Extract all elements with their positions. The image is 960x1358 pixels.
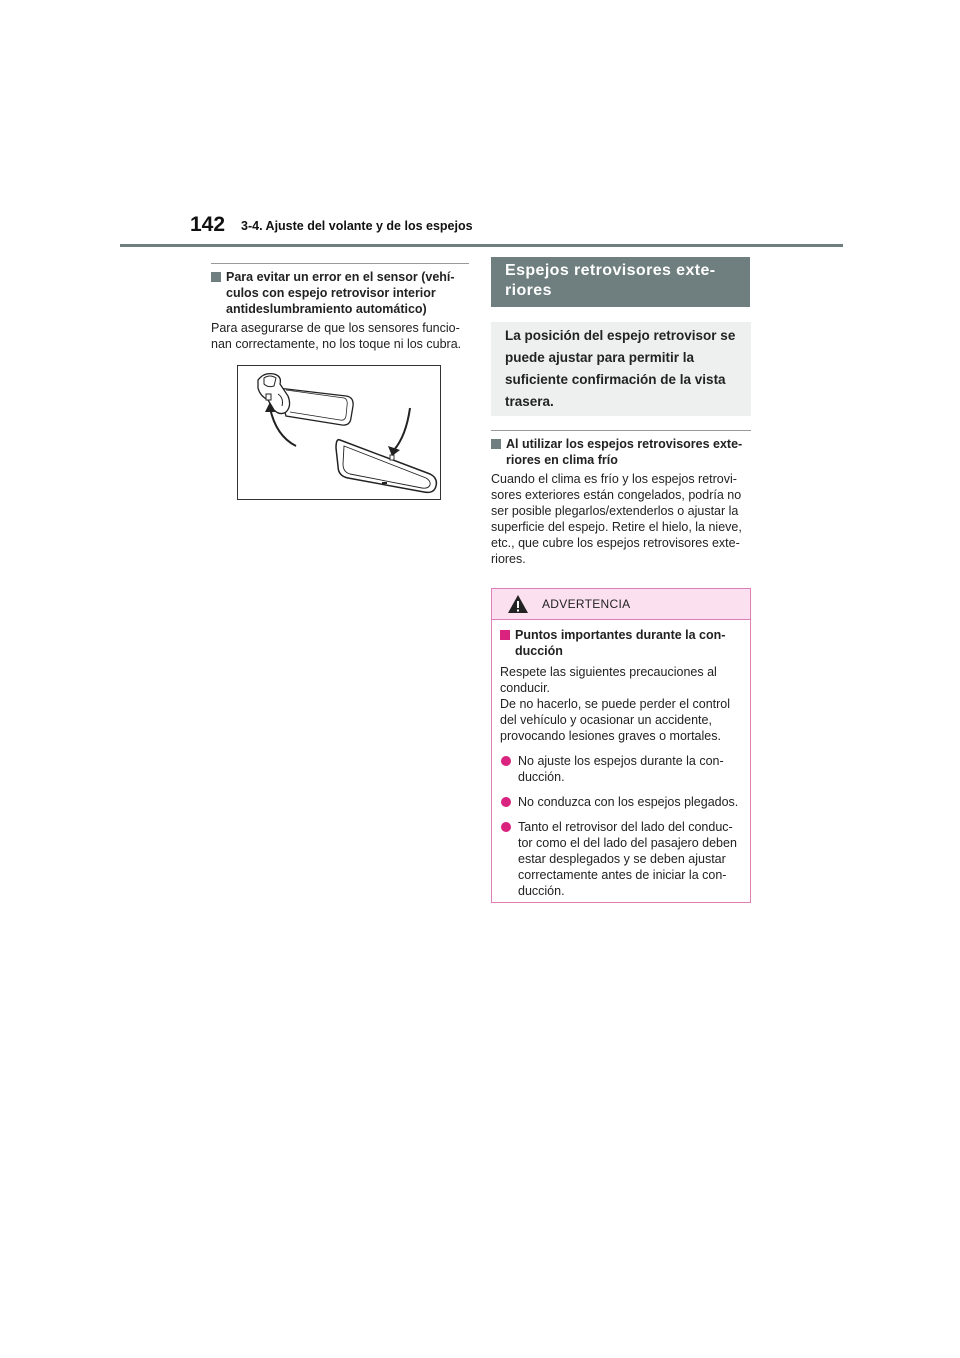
- warning-heading-text: Puntos importantes durante la con- ducción: [515, 628, 726, 658]
- warning-header: [492, 589, 750, 620]
- mirror-sensor-illustration: [237, 365, 441, 500]
- list-item-text: No conduzca con los espejos plegados.: [518, 795, 739, 809]
- cold-weather-heading: [491, 436, 751, 468]
- intro-box: La posición del espejo retrovisor se puede ajustar para permitir la suficiente confirmación de la vista trasera.: [491, 322, 751, 416]
- list-item-text: Tanto el retrovisor del lado del conduc- tor como el del lado del pasajero deben estar desplegados y se deben ajustar correctamente antes de iniciar la con- ducción.: [518, 820, 737, 898]
- bullet-dot-icon: [501, 756, 511, 766]
- sensor-heading-text: Para evitar un error en el sensor (vehí- culos con espejo retrovisor interior antideslumbramiento automático): [226, 270, 455, 316]
- warning-body-text-1: Respete las siguientes precauciones al conducir.: [500, 665, 717, 695]
- cold-weather-body: Cuando el clima es frío y los espejos retrovi- sores exteriores están congelados, podría no ser posible plegarlos/extenderlos o ajustar la superficie del espejo. Retire el hielo, la nieve, etc., que cubre los espejos retrovisores exte- riores.: [491, 472, 742, 566]
- rearview-mirror-illustration: [238, 366, 440, 499]
- warning-body: [492, 620, 750, 899]
- bullet-dot-icon: [501, 822, 511, 832]
- sensor-heading: [211, 269, 469, 317]
- cold-weather-heading-text: Al utilizar los espejos retrovisores exte- riores en clima frío: [506, 437, 743, 467]
- list-item-text: No ajuste los espejos durante la con- ducción.: [518, 754, 724, 784]
- warning-body-text-2: De no hacerlo, se puede perder el control del vehículo y ocasionar un accidente, provocando lesiones graves o mortales.: [500, 697, 731, 743]
- header-rule: [120, 244, 843, 247]
- sensor-body: Para asegurarse de que los sensores funcio- nan correctamente, no los toque ni los cubra.: [211, 321, 462, 351]
- left-column: [211, 263, 469, 352]
- list-item: [500, 753, 742, 785]
- list-item: [500, 794, 742, 810]
- page-number: 142: [190, 213, 226, 236]
- section-divider: [211, 263, 469, 264]
- right-column: [491, 430, 751, 567]
- warning-title: ADVERTENCIA: [542, 597, 631, 611]
- bullet-dot-icon: [501, 797, 511, 807]
- section-title-banner: Espejos retrovisores exte- riores: [491, 257, 750, 307]
- list-item: [500, 819, 742, 899]
- warning-triangle-icon: [507, 594, 529, 614]
- square-bullet-icon: [491, 439, 501, 449]
- warning-bullet-list: [500, 753, 742, 899]
- square-bullet-icon: [500, 630, 510, 640]
- section-divider: [491, 430, 751, 431]
- warning-heading: [500, 627, 742, 659]
- chapter-title: 3-4. Ajuste del volante y de los espejos: [241, 219, 473, 233]
- square-bullet-icon: [211, 272, 221, 282]
- warning-box: [491, 588, 751, 903]
